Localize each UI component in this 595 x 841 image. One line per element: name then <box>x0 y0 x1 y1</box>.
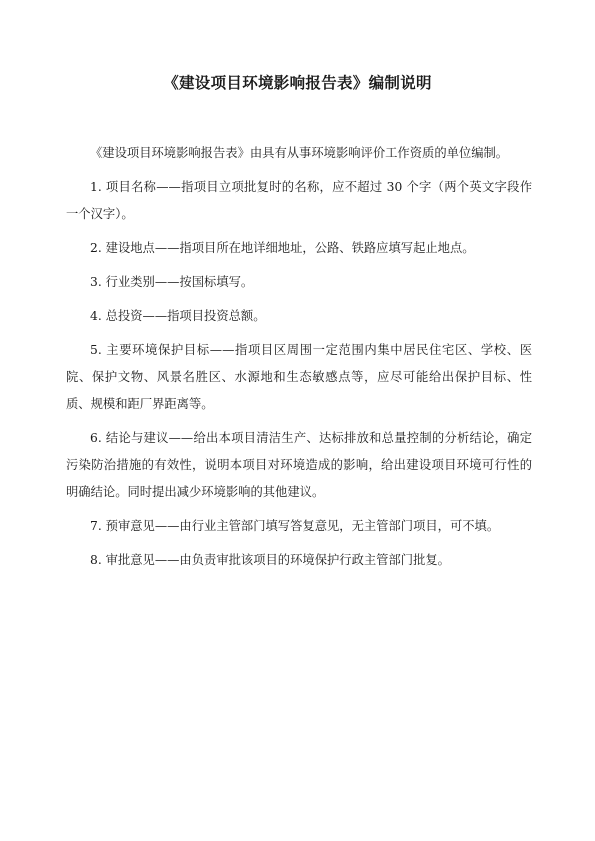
item-protection-targets: 5. 主要环境保护目标——指项目区周围一定范围内集中居民住宅区、学校、医院、保护文物、风景名胜区、水源地和生态敏感点等，应尽可能给出保护目标、性质、规模和距厂界距离等。 <box>66 343 532 411</box>
item-industry-category: 3. 行业类别——按国标填写。 <box>90 275 254 289</box>
item-total-investment: 4. 总投资——指项目投资总额。 <box>90 309 266 323</box>
item-approval-opinion: 8. 审批意见——由负责审批该项目的环境保护行政主管部门批复。 <box>90 553 450 567</box>
item-project-name: 1. 项目名称——指项目立项批复时的名称，应不超过 30 个字（两个英文字段作一个汉字）。 <box>66 180 532 221</box>
document-body <box>66 140 532 581</box>
item-construction-location: 2. 建设地点——指项目所在地详细地址，公路、铁路应填写起止地点。 <box>90 241 475 255</box>
document-title: 《建设项目环境影响报告表》编制说明 <box>163 74 432 92</box>
intro-paragraph: 《建设项目环境影响报告表》由具有从事环境影响评价工作资质的单位编制。 <box>90 146 509 160</box>
item-preliminary-review: 7. 预审意见——由行业主管部门填写答复意见，无主管部门项目，可不填。 <box>90 519 500 533</box>
item-conclusions: 6. 结论与建议——给出本项目清洁生产、达标排放和总量控制的分析结论，确定污染防治措施的有效性，说明本项目对环境造成的影响，给出建设项目环境可行性的明确结论。同时提出减少环境影响的其他建议。 <box>66 431 532 499</box>
